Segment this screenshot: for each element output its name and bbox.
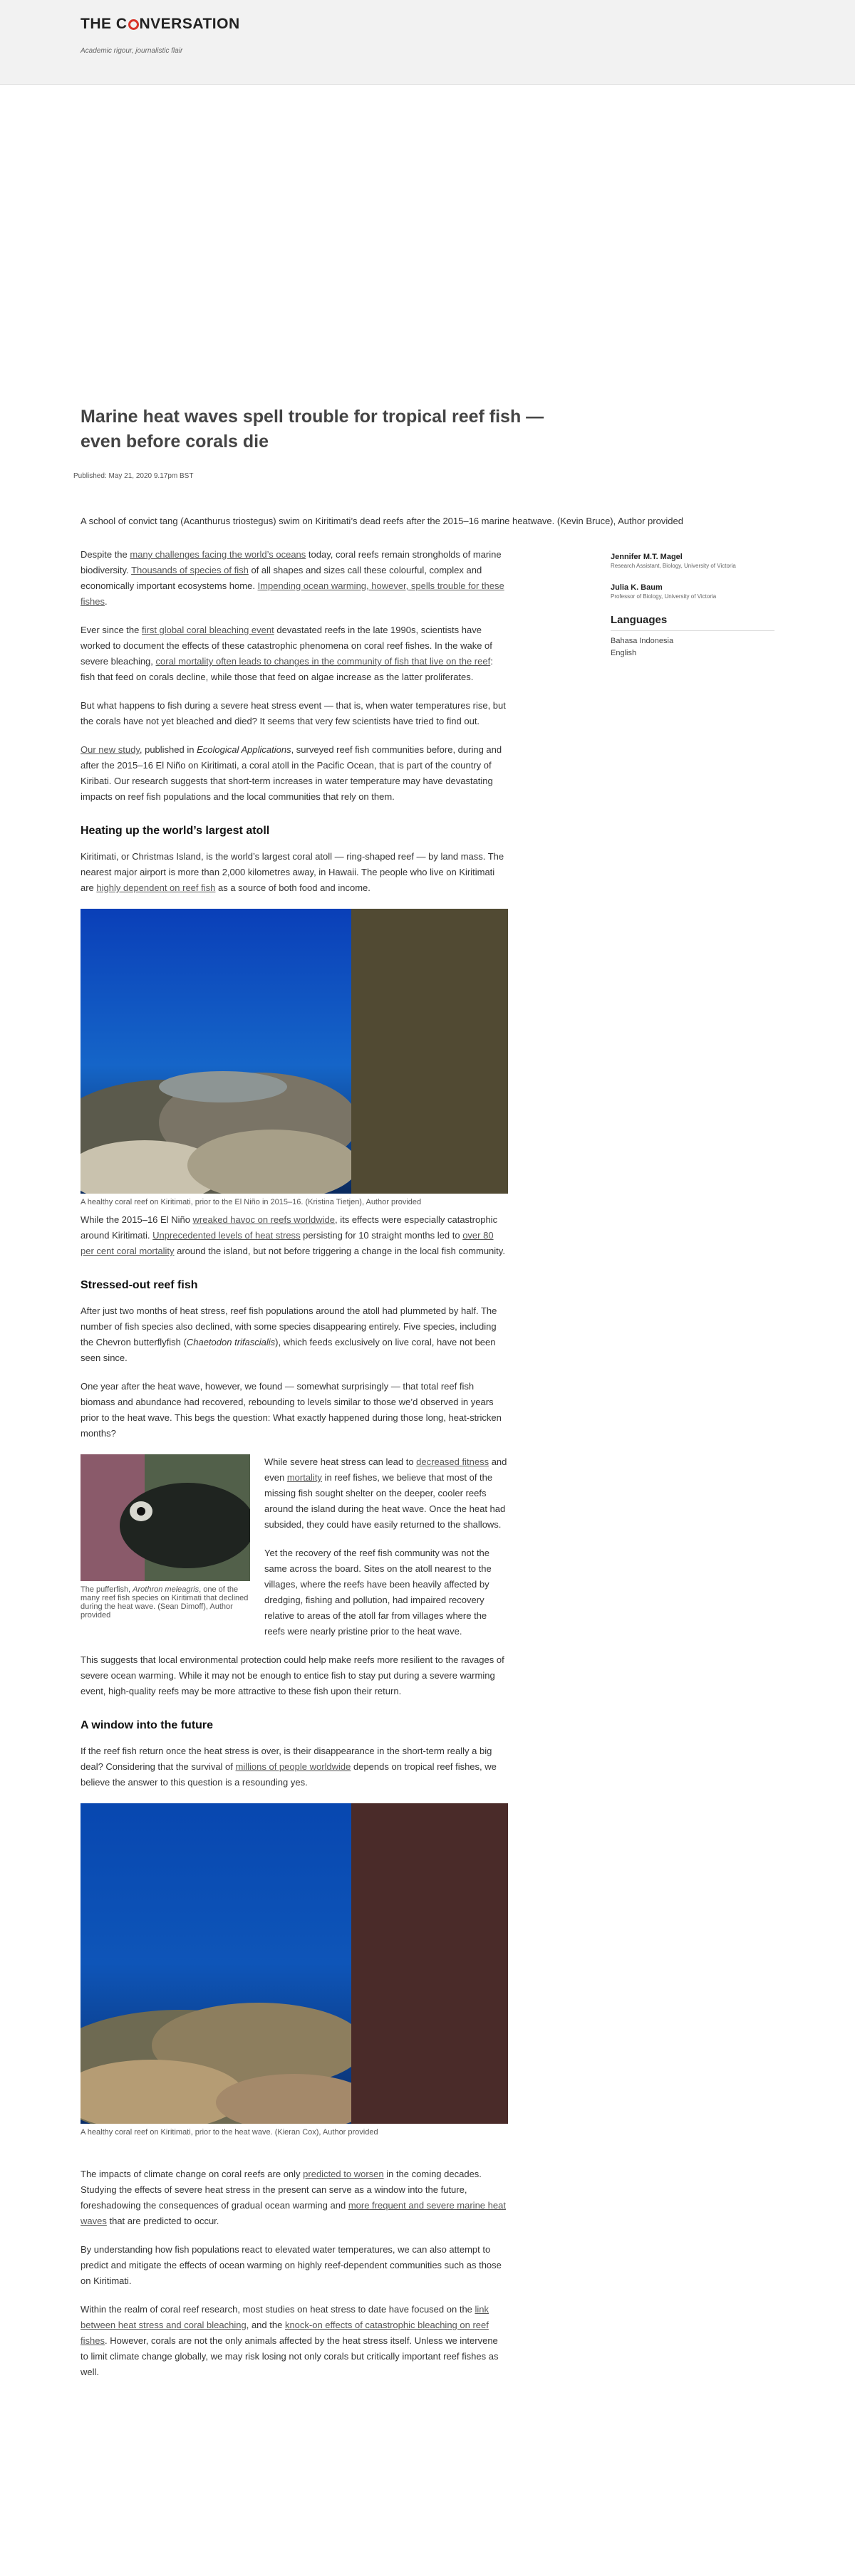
paragraph-text: of all shapes and sizes call these colourful, complex and economically important ecosystems home.	[81, 565, 482, 591]
inline-link[interactable]: first global coral bleaching event	[142, 625, 274, 635]
paragraph-text: But what happens to fish during a severe heat stress event — that is, when water temperatures rise, but the corals have not yet bleached and died? It seems that very few scientists have tried to find out.	[81, 700, 506, 726]
language-link[interactable]: Bahasa Indonesia	[611, 637, 674, 645]
paragraph-text: as a source of both food and income.	[215, 882, 370, 893]
paragraph-text: After just two months of heat stress, reef fish populations around the atoll had plummeted by half. The number of fish species also declined, with some species disappearing entirely. Five species, including the Chevron butterflyfish (	[81, 1305, 497, 1347]
inline-link[interactable]: Our new study	[81, 744, 140, 755]
paragraph-text: . However, corals are not the only animals affected by the heat stress itself. Unless we intervene to limit climate change globally, we may risk losing not only corals but critically important reef fishes as well.	[81, 2335, 499, 2377]
inline-link[interactable]: highly dependent on reef fish	[96, 882, 216, 893]
inline-link[interactable]: Unprecedented levels of heat stress	[152, 1230, 301, 1241]
paragraph	[81, 2242, 508, 2289]
inline-link[interactable]: knock-on effects of catastrophic bleaching on reef fishes	[81, 2320, 489, 2346]
species-name: Arothron meleagris	[133, 1585, 200, 1594]
author-card[interactable]	[611, 553, 774, 569]
paragraph-text: Kiritimati, or Christmas Island, is the world’s largest coral atoll — ring-shaped reef — by land mass. The nearest major airport is more than 2,000 kilometres away, in Hawaii. The people who live on Kiritimati are	[81, 851, 504, 893]
paragraph-text: While the 2015–16 El Niño	[81, 1214, 193, 1225]
inline-link[interactable]: over 80 per cent coral mortality	[81, 1230, 494, 1256]
paragraph-text: Ever since the	[81, 625, 142, 635]
site-header	[0, 0, 855, 85]
coral-reef-photo[interactable]	[81, 909, 508, 1194]
paragraph-text: : fish that feed on corals decline, while those that feed on algae increase as the latter proliferates.	[81, 656, 493, 682]
paragraph-text: , surveyed reef fish communities before, during and after the 2015–16 El Niño on Kiritimati, a coral atoll in the Pacific Ocean, that is part of the country of Kiribati. Our research suggests that short-term increases in water temperature may have devastating impacts on reef fish populations and the local communities that rely on them.	[81, 744, 502, 802]
site-logo[interactable]: THE C NVERSATION	[81, 16, 240, 32]
paragraph	[81, 1303, 508, 1366]
paragraph	[81, 742, 508, 805]
author-role: Research Assistant, Biology, University of Victoria	[611, 563, 736, 569]
paragraph-text: Yet the recovery of the reef fish community was not the same across the board. Sites on the atoll nearest to the villages, where the reefs have been heavily affected by dredging, fishing and pollution, had impaired recovery relative to areas of the atoll far from villages where the reefs were nearly pristine prior to the heat wave.	[264, 1548, 492, 1637]
reef-image	[81, 909, 351, 1194]
pufferfish-image	[81, 1454, 250, 1581]
paragraph-text: today, coral reefs remain strongholds of marine biodiversity.	[81, 549, 502, 575]
paragraph-text: ), which feeds exclusively on live coral, have not been seen since.	[81, 1337, 496, 1363]
inline-link[interactable]: coral mortality often leads to changes in the community of fish that live on the reef	[155, 656, 491, 667]
caption-text: The pufferfish,	[81, 1585, 133, 1594]
paragraph	[81, 2302, 508, 2380]
inline-link[interactable]: decreased fitness	[416, 1456, 489, 1467]
caption-text: , one of the many reef fish species on Kiritimati that declined during the heat wave. (Sean Dimoff), Author provided	[81, 1585, 249, 1620]
section-heading: A window into the future	[81, 1719, 214, 1731]
figure	[81, 1454, 250, 1620]
reef-image	[81, 1803, 351, 2124]
inline-link[interactable]: Impending ocean warming, however, spells trouble for these fishes	[81, 580, 504, 607]
paragraph-text: One year after the heat wave, however, we found — somewhat surprisingly — that total reef fish biomass and abundance had recovered, rebounding to levels similar to those we’d observed in years prior to the heat wave. This begs the question: What exactly happened during those long, heat-stricken months?	[81, 1381, 502, 1439]
author-name[interactable]: Jennifer M.T. Magel	[611, 553, 683, 561]
inline-link[interactable]: predicted to worsen	[303, 2169, 384, 2179]
paragraph	[81, 1743, 508, 1790]
paragraph-text: around the island, but not before triggering a change in the local fish community.	[174, 1246, 505, 1256]
section-heading: Heating up the world’s largest atoll	[81, 825, 270, 837]
paragraph-text: , its effects were especially catastrophic around Kiritimati.	[81, 1214, 498, 1241]
figure-caption: A healthy coral reef on Kiritimati, prior to the El Niño in 2015–16. (Kristina Tietjen), Author provided	[81, 1198, 422, 1206]
section-heading: Stressed-out reef fish	[81, 1279, 198, 1291]
paragraph-text: If the reef fish return once the heat stress is over, is their disappearance in the short-term really a big deal? Considering that the survival of	[81, 1746, 492, 1772]
author-card[interactable]	[611, 583, 774, 600]
inline-link[interactable]: many challenges facing the world’s oceans	[130, 549, 306, 560]
inline-link[interactable]: link between heat stress and coral bleaching	[81, 2304, 489, 2330]
lead-image-caption: A school of convict tang (Acanthurus triostegus) swim on Kiritimati’s dead reefs after the 2015–16 marine heatwave. (Kevin Bruce), Author provided	[81, 516, 683, 526]
paragraph-text: , published in	[139, 744, 197, 755]
inline-link[interactable]: millions of people worldwide	[235, 1761, 351, 1772]
inline-link[interactable]: Thousands of species of fish	[131, 565, 249, 575]
paragraph-text: .	[104, 596, 108, 607]
paragraph	[81, 622, 508, 685]
author-name[interactable]: Julia K. Baum	[611, 583, 663, 592]
paragraph	[81, 547, 508, 610]
paragraph-text: and even	[264, 1456, 507, 1483]
paragraph-text: devastated reefs in the late 1990s, scientists have worked to document the effects of these catastrophic phenomena on coral reef fishes. In the wake of severe bleaching,	[81, 625, 492, 667]
paragraph-text: By understanding how fish populations react to elevated water temperatures, we can also attempt to predict and mitigate the effects of ocean warming on highly reef-dependent communities such as those on Kiritimati.	[81, 2244, 502, 2286]
emphasis-text: Chaetodon trifascialis	[186, 1337, 276, 1347]
paragraph-text: Within the realm of coral reef research, most studies on heat stress to date have focused on the	[81, 2304, 475, 2315]
figure-caption: A healthy coral reef on Kiritimati, prior to the heat wave. (Kieran Cox), Author provided	[81, 2128, 378, 2137]
paragraph-text: in the coming decades. Studying the effects of severe heat stress in the present can serve as a window into the future, foreshadowing the consequences of gradual ocean warming and	[81, 2169, 482, 2211]
pufferfish-photo[interactable]	[81, 1454, 250, 1581]
paragraph-text: This suggests that local environmental protection could help make reefs more resilient to the ravages of severe ocean warming. While it may not be enough to entice fish to stay put during a severe warming event, high-quality reefs may be more attractive to these fish upon their return.	[81, 1654, 504, 1696]
inline-link[interactable]: mortality	[286, 1472, 322, 1483]
figure	[81, 1803, 508, 2137]
paragraph	[81, 2166, 508, 2229]
emphasis-text: Ecological Applications	[197, 744, 291, 755]
paragraph-text: The impacts of climate change on coral reefs are only	[81, 2169, 304, 2179]
paragraph	[81, 849, 508, 896]
inline-link[interactable]: more frequent and severe marine heat waves	[81, 2200, 506, 2226]
paragraph	[81, 1652, 508, 1699]
paragraph	[81, 1212, 508, 1259]
site-tagline: Academic rigour, journalistic flair	[81, 47, 183, 55]
paragraph-text: , and the	[246, 2320, 285, 2330]
language-link[interactable]: English	[611, 649, 637, 657]
paragraph	[81, 1379, 508, 1441]
figure	[81, 909, 508, 1206]
inline-link[interactable]: wreaked havoc on reefs worldwide	[192, 1214, 335, 1225]
languages-box	[611, 614, 774, 659]
paragraph-text: Despite the	[81, 549, 130, 560]
article-title: Marine heat waves spell trouble for tropical reef fish — even before corals die	[81, 407, 544, 452]
published-date: Published: May 21, 2020 9.17pm BST	[73, 472, 194, 480]
paragraph	[81, 698, 508, 729]
coral-reef-photo[interactable]	[81, 1803, 508, 2124]
paragraph-text: in reef fishes, we believe that most of the missing fish sought shelter on the deeper, cooler reefs around the island during the heat wave. Once the heat had subsided, they could have easily returned to the shallows.	[264, 1472, 506, 1530]
paragraph-text: that are predicted to occur.	[106, 2216, 219, 2226]
paragraph-text: While severe heat stress can lead to	[264, 1456, 417, 1467]
languages-heading: Languages	[611, 614, 774, 631]
article-sidebar	[611, 553, 774, 659]
figure-caption	[81, 1585, 250, 1620]
paragraph-text: persisting for 10 straight months led to	[300, 1230, 463, 1241]
paragraph-text: depends on tropical reef fishes, we believe the answer to this question is a resounding yes.	[81, 1761, 497, 1788]
author-role: Professor of Biology, University of Victoria	[611, 593, 717, 600]
